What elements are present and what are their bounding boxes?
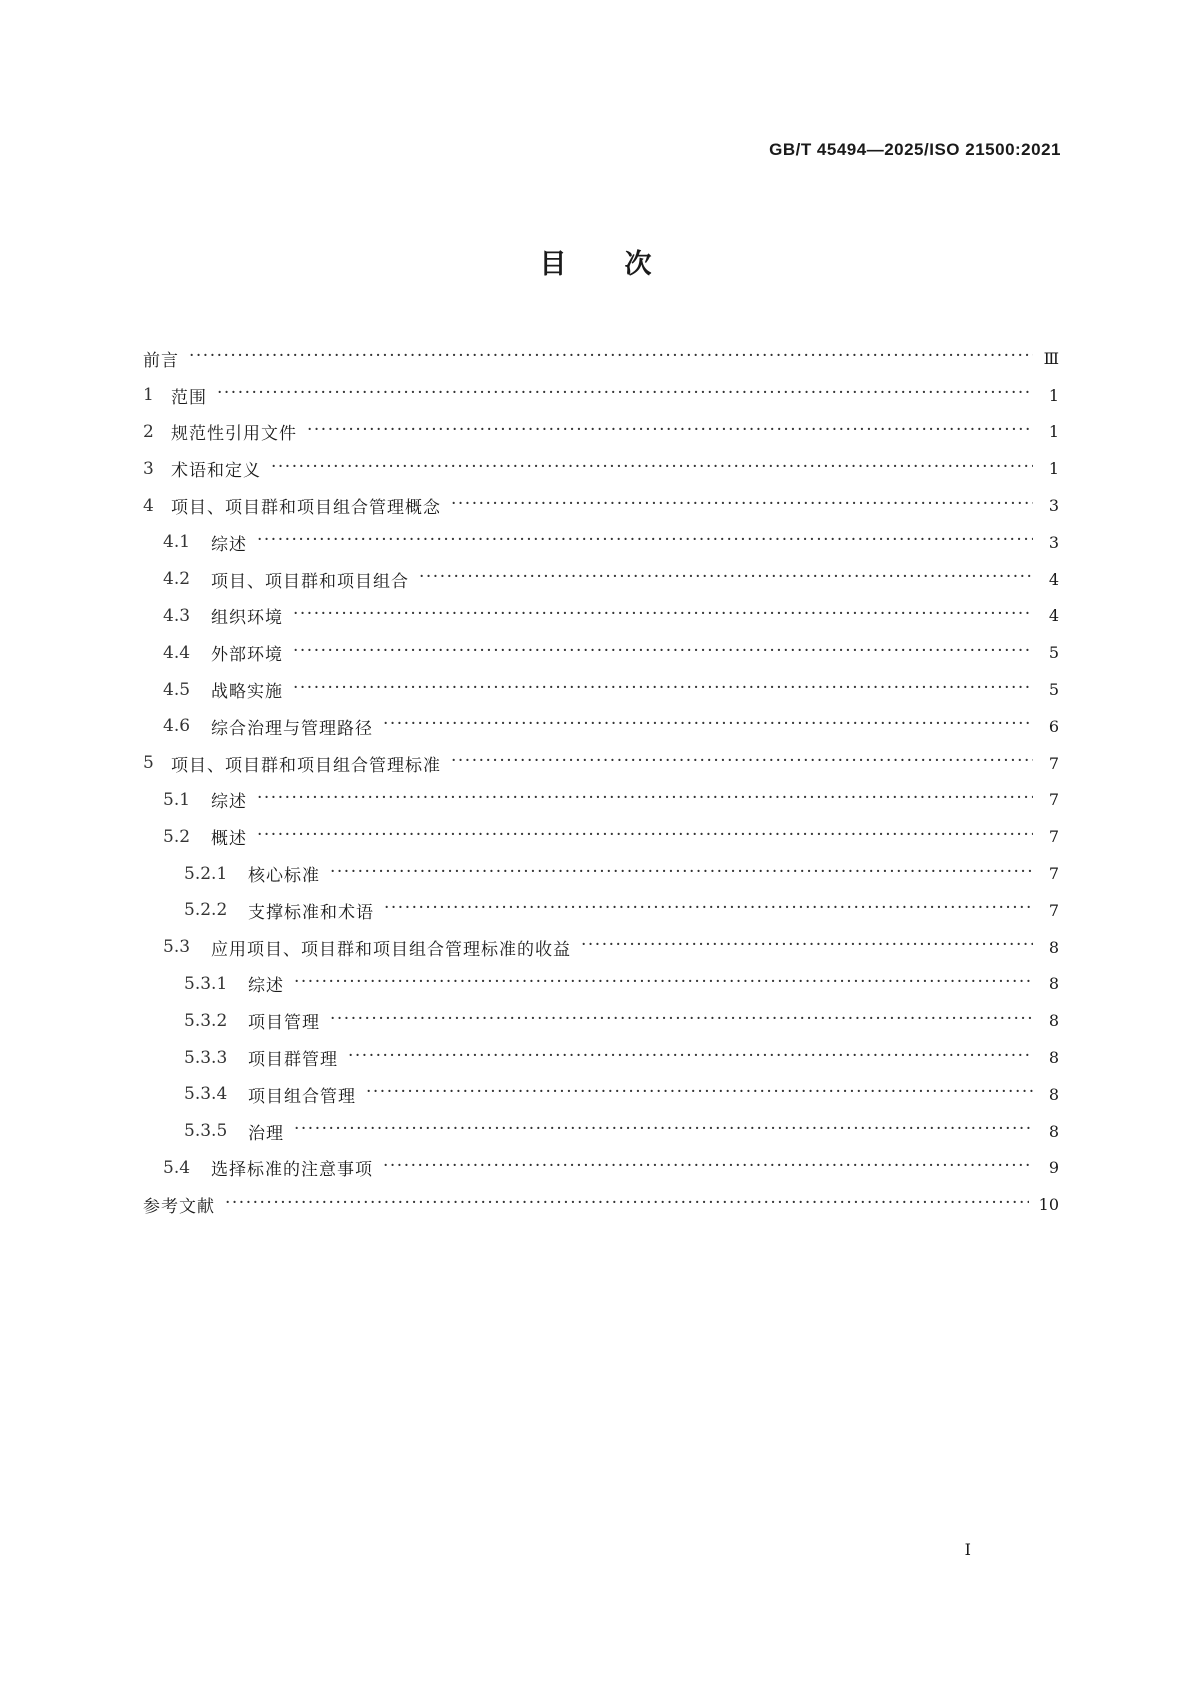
toc-entry-number: 4: [143, 495, 154, 516]
toc-entry-page: 6: [1048, 716, 1059, 736]
toc-entry-number: 5.3.5: [184, 1121, 228, 1142]
toc-leader-dots: [189, 348, 1033, 368]
toc-entry-page: 3: [1048, 532, 1059, 552]
toc-entry-page: 8: [1048, 1084, 1059, 1104]
toc-entry-page: 7: [1048, 864, 1059, 884]
toc-entry[interactable]: [143, 855, 1059, 892]
toc-entry-label: 外部环境: [211, 645, 283, 666]
toc-entry-page: 3: [1048, 496, 1059, 516]
toc-entry-label: 战略实施: [211, 682, 283, 703]
toc-entry-number: 5.3: [163, 937, 191, 958]
toc-leader-dots: [419, 569, 1033, 589]
toc-entry-label: 项目组合管理: [248, 1086, 356, 1107]
toc-leader-dots: [307, 422, 1033, 442]
toc-entry[interactable]: [143, 671, 1059, 708]
toc-entry[interactable]: [143, 524, 1059, 561]
toc-entry-label: 综述: [211, 534, 247, 555]
toc-entry-number: 4.5: [163, 679, 191, 700]
toc-entry[interactable]: [143, 892, 1059, 929]
toc-entry[interactable]: [143, 634, 1059, 671]
page-title: 目次: [539, 249, 710, 280]
toc-leader-dots: [330, 864, 1033, 884]
toc-entry-label: 项目、项目群和项目组合管理标准: [171, 755, 441, 776]
toc-entry-label: 范围: [171, 387, 207, 408]
toc-leader-dots: [257, 827, 1033, 847]
toc-entry-label: 术语和定义: [171, 461, 261, 482]
toc-entry-number: 3: [143, 458, 154, 479]
toc-entry-number: 5.1: [163, 789, 191, 810]
toc-leader-dots: [257, 532, 1033, 552]
toc-entry[interactable]: [143, 929, 1059, 966]
toc-entry[interactable]: [143, 1150, 1059, 1187]
toc-leader-dots: [217, 385, 1033, 405]
toc-leader-dots: [271, 459, 1033, 479]
toc-entry[interactable]: [143, 598, 1059, 635]
toc-entry-label: 概述: [211, 829, 247, 850]
toc-entry-label: 项目管理: [248, 1013, 320, 1034]
toc-entry-page: 1: [1048, 385, 1059, 405]
toc-entry[interactable]: [143, 487, 1059, 524]
toc-entry-page: 7: [1048, 827, 1059, 847]
toc-entry-page: 4: [1048, 606, 1059, 626]
toc-entry[interactable]: [143, 1076, 1059, 1113]
toc-entry-page: 7: [1048, 900, 1059, 920]
toc-entry[interactable]: [143, 450, 1059, 487]
toc-leader-dots: [225, 1195, 1029, 1215]
toc-entry[interactable]: [143, 1039, 1059, 1076]
toc-entry-label: 选择标准的注意事项: [211, 1160, 373, 1181]
toc-leader-dots: [293, 606, 1033, 626]
toc-entry[interactable]: [143, 1186, 1059, 1223]
toc-entry-number: 5.2: [163, 826, 191, 847]
toc-entry-page: 9: [1048, 1158, 1059, 1178]
toc-leader-dots: [257, 790, 1033, 810]
toc-leader-dots: [348, 1048, 1033, 1068]
toc-entry-number: 5.2.2: [184, 900, 228, 921]
toc-entry[interactable]: [143, 818, 1059, 855]
toc-entry-number: 4.6: [163, 716, 191, 737]
toc-entry-label: 项目、项目群和项目组合管理概念: [171, 498, 441, 519]
toc-entry-label: 治理: [248, 1123, 284, 1144]
toc-entry[interactable]: [143, 340, 1059, 377]
toc-entry-page: 8: [1048, 1121, 1059, 1141]
toc-entry-page: 8: [1048, 1011, 1059, 1031]
toc-entry-label: 项目、项目群和项目组合: [211, 571, 409, 592]
toc-leader-dots: [581, 937, 1033, 957]
toc-entry-label: 综合治理与管理路径: [211, 718, 373, 739]
toc-entry-label: 项目群管理: [248, 1050, 338, 1071]
toc-leader-dots: [294, 1121, 1033, 1141]
toc-entry-number: 5.3.3: [184, 1047, 228, 1068]
toc-leader-dots: [451, 496, 1033, 516]
toc-entry[interactable]: [143, 782, 1059, 819]
toc-entry-number: 4.4: [163, 642, 191, 663]
toc-entry-label: 支撑标准和术语: [248, 902, 374, 923]
toc-entry-number: 4.2: [163, 569, 191, 590]
toc-entry[interactable]: [143, 708, 1059, 745]
toc-entry[interactable]: [143, 745, 1059, 782]
toc-entry-number: 5.4: [163, 1157, 191, 1178]
toc-leader-dots: [383, 716, 1033, 736]
toc-entry-number: 4.3: [163, 605, 191, 626]
toc-entry-page: 8: [1048, 1048, 1059, 1068]
toc-entry-page: 5: [1048, 643, 1059, 663]
toc-entry-number: 5.3.4: [184, 1084, 228, 1105]
toc-entry-page: 1: [1048, 422, 1059, 442]
toc-leader-dots: [293, 680, 1033, 700]
toc-entry-number: 2: [143, 421, 154, 442]
toc-leader-dots: [366, 1084, 1033, 1104]
toc-entry[interactable]: [143, 414, 1059, 451]
toc-entry-label: 参考文献: [143, 1197, 215, 1218]
page-number: I: [964, 1540, 971, 1559]
toc-entry-label: 综述: [211, 792, 247, 813]
toc-entry[interactable]: [143, 966, 1059, 1003]
toc-entry-page: Ⅲ: [1043, 348, 1059, 368]
toc-leader-dots: [294, 974, 1033, 994]
toc-entry-label: 核心标准: [248, 866, 320, 887]
toc-entry-number: 5.3.2: [184, 1010, 228, 1031]
toc-entry-page: 8: [1048, 937, 1059, 957]
toc-entry-number: 5: [143, 753, 154, 774]
toc-entry-page: 7: [1048, 790, 1059, 810]
toc-entry-number: 4.1: [163, 532, 191, 553]
toc-entry-page: 5: [1048, 680, 1059, 700]
toc-leader-dots: [451, 753, 1033, 773]
toc-entry-label: 应用项目、项目群和项目组合管理标准的收益: [211, 939, 571, 960]
toc-entry-page: 7: [1048, 753, 1059, 773]
toc-entry[interactable]: [143, 1113, 1059, 1150]
toc-leader-dots: [383, 1158, 1033, 1178]
toc-entry-page: 8: [1048, 974, 1059, 994]
toc-entry-number: 5.2.1: [184, 863, 228, 884]
toc-entry-label: 规范性引用文件: [171, 424, 297, 445]
toc-leader-dots: [293, 643, 1033, 663]
toc-entry-number: 1: [143, 385, 154, 406]
toc-entry-number: 5.3.1: [184, 973, 228, 994]
toc-entry-page: 10: [1038, 1195, 1059, 1215]
toc-entry-page: 4: [1048, 569, 1059, 589]
toc-leader-dots: [384, 900, 1033, 920]
standard-code: GB/T 45494—2025/ISO 21500:2021: [769, 140, 1061, 159]
toc-entry[interactable]: [143, 1002, 1059, 1039]
toc-entry-label: 前言: [143, 350, 179, 371]
toc-entry-page: 1: [1048, 459, 1059, 479]
table-of-contents: [143, 340, 1059, 1223]
toc-entry[interactable]: [143, 377, 1059, 414]
toc-entry-label: 综述: [248, 976, 284, 997]
toc-entry-label: 组织环境: [211, 608, 283, 629]
toc-leader-dots: [330, 1011, 1033, 1031]
toc-entry[interactable]: [143, 561, 1059, 598]
